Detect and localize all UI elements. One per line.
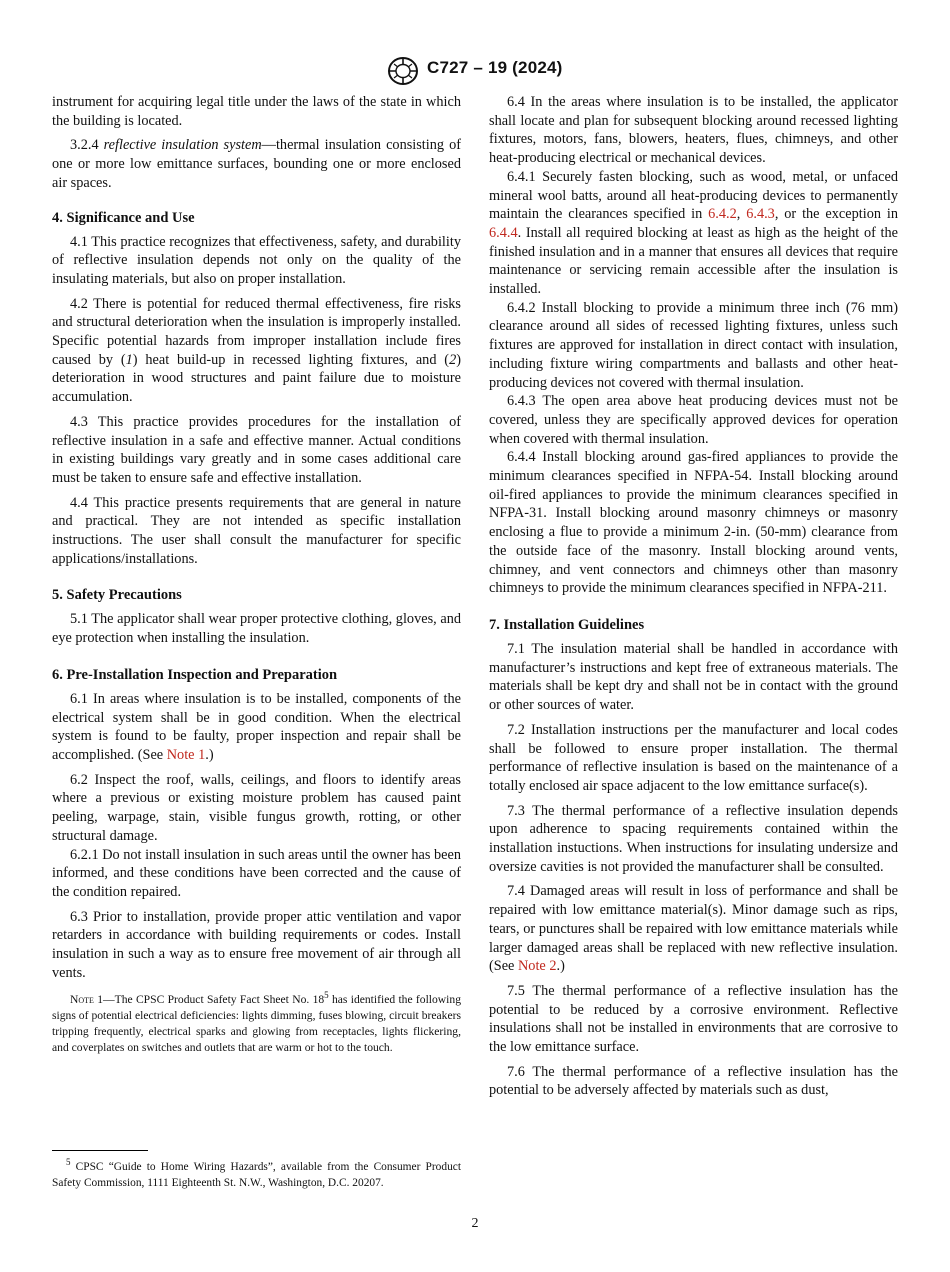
paragraph-6-2: 6.2 Inspect the roof, walls, ceilings, and floors to identify areas where a previous or existing moisture problem has caused paint peeling, warpage, stain, visible fungus growth, rotting, or other structural damage. bbox=[52, 771, 461, 844]
paragraph-continuation: instrument for acquiring legal title under the laws of the state in which the building is located. bbox=[52, 94, 461, 129]
paragraph-7-2: 7.2 Installation instructions per the manufacturer and local codes shall be followed to ensure proper installation. The thermal performance of reflective insulation is based on the maintenance of a totally enclosed air space adjacent to the low emittance surface(s). bbox=[489, 721, 898, 794]
note-1: Note 1—The CPSC Product Safety Fact Sheet No. $18^5$ has identified the following signs of potential electrical deficiencies: lights dimming, fuses blowing, circuit breakers tripping frequently, electrical sparks and glowing from receptacles, lights flickering, and coverplates on switches and outlets that are warm or hot to the touch. bbox=[52, 990, 461, 1055]
paragraph-4-4: 4.4 This practice presents requirements that are general in nature and practical. They are not intended as specific installation instructions. The user shall consult the manufacturer for specific applications/installations. bbox=[52, 494, 461, 567]
paragraph-7-6: 7.6 The thermal performance of a reflective insulation has the potential to be adversely affected by materials such as dust, bbox=[489, 1063, 898, 1099]
paragraph-6-4: 6.4 In the areas where insulation is to be installed, the applicator shall locate and plan for subsequent blocking around recessed lighting fixtures, motors, fans, blowers, heaters, flues, chimneys, and other heat-producing electrical or mechanical devices. bbox=[489, 94, 898, 167]
paragraph-7-3: 7.3 The thermal performance of a reflective insulation depends upon adherence to spacing requirements contained within the installation instuctions. When instructions for insulating undersize and oversize cavities is not provided the manufacturer shall be consulted. bbox=[489, 802, 898, 875]
definition-3-2-4: 3.2.4 reflective insulation system—thermal insulation consisting of one or more low emittance surfaces, bounding one or more enclosed air spaces. bbox=[52, 137, 461, 191]
paragraph-7-5: 7.5 The thermal performance of a reflective insulation has the potential to be reduced by a corrosive environment. Reflective insulations shall not be installed in environments that are corrosive to the low emittance surface. bbox=[489, 982, 898, 1056]
section-7-title: 7. Installation Guidelines bbox=[489, 616, 645, 633]
page-header bbox=[0, 56, 950, 86]
ref-6-4-2-link[interactable]: 6.4.2 bbox=[708, 206, 737, 223]
section-4-title: 4. Significance and Use bbox=[52, 209, 195, 226]
paragraph-6-3: 6.3 Prior to installation, provide proper attic ventilation and vapor retarders in accordance with building requirements or codes. Install insulation in such a way as to ensure free movement of air through all vents. bbox=[52, 908, 461, 981]
astm-logo-icon bbox=[385, 56, 421, 86]
paragraph-4-2: 4.2 There is potential for reduced thermal effectiveness, fire risks and structural deterioration when the insulation is improperly installed. Specific potential hazards from improper installation include fires caused by (1) heat build-up in recessed lighting fixtures, and (2) deterioration in wood structures and paint failure due to moisture accumulation. bbox=[52, 295, 461, 406]
paragraph-6-2-1: 6.2.1 Do not install insulation in such areas until the owner has been informed, and these conditions have been corrected and the cause of the condition repaired. bbox=[52, 846, 461, 900]
footnote-divider bbox=[52, 1150, 148, 1151]
definition-term: reflective insulation system bbox=[103, 137, 262, 154]
page-number: 2 bbox=[471, 1216, 479, 1231]
paragraph-4-1: 4.1 This practice recognizes that effectiveness, safety, and durability of reflective insulation depends not only on the quality of the insulating materials, but also on proper installation. bbox=[52, 233, 461, 287]
ref-6-4-4-link[interactable]: 6.4.4 bbox=[489, 224, 518, 241]
section-6-title: 6. Pre-Installation Inspection and Preparation bbox=[52, 666, 338, 683]
paragraph-6-4-2: 6.4.2 Install blocking to provide a minimum three inch (76 mm) clearance around all sides of recessed lighting fixtures, unless such fixtures are approved for installation in direct contact with insulation, including fixture wiring compartments and ballasts and other heat-producing devices not covered with thermal insulation. bbox=[489, 299, 898, 391]
paragraph-7-4: 7.4 Damaged areas will result in loss of performance and shall be repaired with low emittance material(s). Minor damage such as rips, tears, or punctures shall be repaired with low emittance materials while larger damaged areas shall be replaced with new reflective insulation. (See Note 2.) bbox=[489, 883, 898, 975]
paragraph-6-1: 6.1 In areas where insulation is to be installed, components of the electrical system shall be in good condition. When the electrical system is found to be faulty, proper inspection and repair shall be accomplished. (See Note 1.) bbox=[52, 690, 461, 763]
section-5-title: 5. Safety Precautions bbox=[52, 587, 182, 604]
right-column bbox=[489, 93, 898, 1106]
paragraph-6-4-4: 6.4.4 Install blocking around gas-fired appliances to provide the minimum clearances specified in NFPA-54. Install blocking around oil-fired appliances to provide the minimum clearances specified in NFPA-31. Install blocking around masonry chimneys or masonry enclosing a flue to provide a minimum 2-in. (50-mm) clearance from the outside face of the masonry. Install blocking around vents, chimney, and vent connectors and chimneys other than masonry chimneys to provide the minimum clearances specified in NFPA-211. bbox=[489, 449, 898, 597]
paragraph-6-4-1: 6.4.1 Securely fasten blocking, such as wood, metal, or unfaced mineral wool batts, around all heat-producing devices to permanently maintain the clearances specified in 6.4.2, 6.4.3, or the exception in 6.4.4. Install all required blocking at least as high as the height of the finished insulation and in a manner that ensures all devices that require maintenance or servicing remain accessible after the insulation is installed. bbox=[489, 168, 898, 298]
footnote-5: $^5$ CPSC “Guide to Home Wiring Hazards”, available from the Consumer Product Safety Commission, 1111 Eighteenth St. N.W., Washington, D.C. 20207. bbox=[52, 1157, 461, 1189]
paragraph-6-4-3: 6.4.3 The open area above heat producing devices must not be covered, unless they are specifically approved devices for operation when covered with thermal insulation. bbox=[489, 393, 898, 447]
paragraph-5-1: 5.1 The applicator shall wear proper protective clothing, gloves, and eye protection when installing the insulation. bbox=[52, 611, 461, 647]
ref-6-4-3-link[interactable]: 6.4.3 bbox=[746, 206, 775, 223]
note-2-link[interactable]: Note 2 bbox=[517, 958, 557, 975]
note-1-link[interactable]: Note 1 bbox=[166, 746, 206, 763]
document-designation: C727 – 19 (2024) bbox=[427, 58, 563, 77]
left-column bbox=[52, 93, 461, 1056]
paragraph-4-3: 4.3 This practice provides procedures for the installation of reflective insulation in a safe and effective manner. Actual conditions in existing buildings vary greatly and in some cases additional care must be taken to ensure safe and effective installation. bbox=[52, 413, 461, 486]
paragraph-7-1: 7.1 The insulation material shall be handled in accordance with manufacturer’s instructions and kept free of extraneous materials. The materials shall be kept dry and shall not be in contact with the ground or other sources of water. bbox=[489, 640, 898, 714]
